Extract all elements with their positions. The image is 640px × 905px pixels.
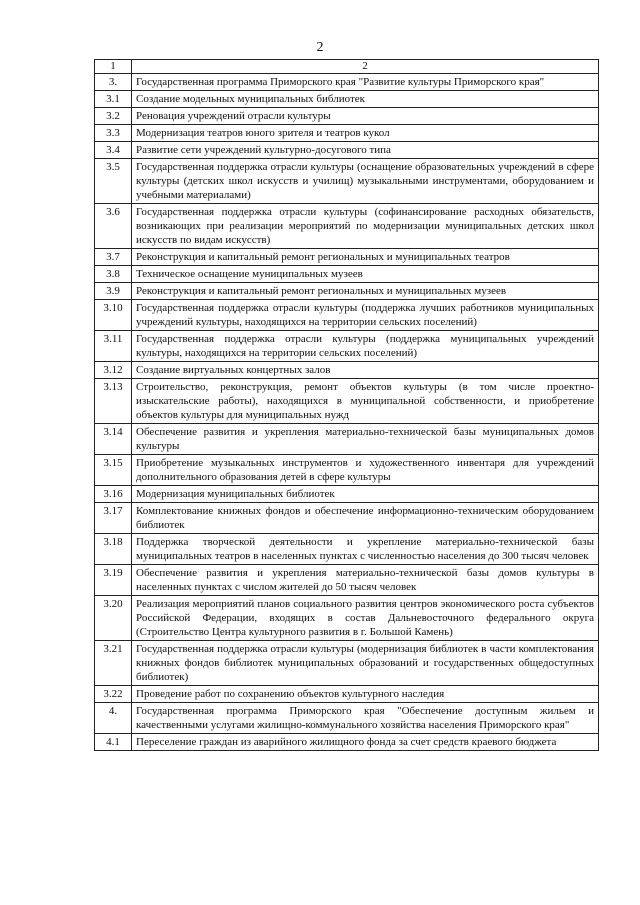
table-row (95, 331, 599, 362)
row-number: 3.8 (95, 266, 132, 283)
row-number: 3.16 (95, 486, 132, 503)
table-row (95, 204, 599, 249)
row-program-name: Государственная поддержка отрасли культуры (оснащение образовательных учреждений в сфере культуры (детских школ искусств и училищ) музыкальными инструментами, оборудованием и учебными материалами) (132, 159, 599, 204)
row-number: 3.2 (95, 108, 132, 125)
table-row (95, 534, 599, 565)
table-row (95, 686, 599, 703)
table-header-row (95, 60, 599, 74)
row-number: 3.3 (95, 125, 132, 142)
row-program-name: Реконструкция и капитальный ремонт региональных и муниципальных музеев (132, 283, 599, 300)
row-program-name: Реализация мероприятий планов социального развития центров экономического роста субъектов Российской Федерации, входящих в состав Дальневосточного федерального округа (Строительство Центра культурного развития в г. Большой Камень) (132, 596, 599, 641)
row-number: 3.5 (95, 159, 132, 204)
table-row (95, 108, 599, 125)
table-row (95, 159, 599, 204)
table-row (95, 596, 599, 641)
table-row (95, 455, 599, 486)
row-number: 3.19 (95, 565, 132, 596)
table-row (95, 249, 599, 266)
row-program-name: Проведение работ по сохранению объектов культурного наследия (132, 686, 599, 703)
row-program-name: Поддержка творческой деятельности и укрепление материально-технической базы муниципальных театров в населенных пунктах с численностью населения до 300 тысяч человек (132, 534, 599, 565)
table-row (95, 703, 599, 734)
table-row (95, 486, 599, 503)
row-number: 3.11 (95, 331, 132, 362)
row-number: 3.10 (95, 300, 132, 331)
row-program-name: Создание виртуальных концертных залов (132, 362, 599, 379)
row-number: 3.15 (95, 455, 132, 486)
header-column-name: 2 (132, 60, 599, 74)
row-number: 3.13 (95, 379, 132, 424)
row-program-name: Государственная программа Приморского края "Развитие культуры Приморского края" (132, 74, 599, 91)
table-row (95, 379, 599, 424)
row-number: 3. (95, 74, 132, 91)
table-row (95, 300, 599, 331)
table-row (95, 266, 599, 283)
table-row (95, 74, 599, 91)
row-program-name: Создание модельных муниципальных библиотек (132, 91, 599, 108)
row-program-name: Обеспечение развития и укрепления материально-технической базы домов культуры в населенных пунктах с числом жителей до 50 тысяч человек (132, 565, 599, 596)
row-program-name: Государственная поддержка отрасли культуры (поддержка муниципальных учреждений культуры, находящихся на территории сельских поселений) (132, 331, 599, 362)
program-table (94, 59, 599, 751)
table-row (95, 503, 599, 534)
program-table-body (95, 60, 599, 751)
row-number: 3.20 (95, 596, 132, 641)
table-row (95, 142, 599, 159)
row-program-name: Комплектование книжных фондов и обеспечение информационно-техническим оборудованием библиотек (132, 503, 599, 534)
row-program-name: Государственная программа Приморского края "Обеспечение доступным жильем и качественными услугами жилищно-коммунального хозяйства населения Приморского края" (132, 703, 599, 734)
row-program-name: Государственная поддержка отрасли культуры (софинансирование расходных обязательств, возникающих при реализации мероприятий по модернизации муниципальных детских школ искусств по видам искусств) (132, 204, 599, 249)
row-program-name: Развитие сети учреждений культурно-досугового типа (132, 142, 599, 159)
row-program-name: Модернизация театров юного зрителя и театров кукол (132, 125, 599, 142)
row-program-name: Обеспечение развития и укрепления материально-технической базы муниципальных домов культуры (132, 424, 599, 455)
row-program-name: Строительство, реконструкция, ремонт объектов культуры (в том числе проектно-изыскательские работы), находящихся в муниципальной собственности, и приобретение объектов культуры для муниципальных нужд (132, 379, 599, 424)
table-row (95, 125, 599, 142)
row-number: 3.9 (95, 283, 132, 300)
row-number: 3.21 (95, 641, 132, 686)
row-number: 3.1 (95, 91, 132, 108)
row-program-name: Реконструкция и капитальный ремонт региональных и муниципальных театров (132, 249, 599, 266)
row-program-name: Государственная поддержка отрасли культуры (модернизация библиотек в части комплектования книжных фондов библиотек муниципальных образований и государственных общедоступных библиотек) (132, 641, 599, 686)
table-row (95, 362, 599, 379)
table-row (95, 734, 599, 751)
row-program-name: Государственная поддержка отрасли культуры (поддержка лучших работников муниципальных учреждений культуры, находящихся на территории сельских поселений) (132, 300, 599, 331)
row-number: 3.18 (95, 534, 132, 565)
row-number: 3.22 (95, 686, 132, 703)
row-number: 4. (95, 703, 132, 734)
header-column-number: 1 (95, 60, 132, 74)
page-number: 2 (316, 40, 324, 55)
row-number: 3.14 (95, 424, 132, 455)
table-row (95, 424, 599, 455)
table-row (95, 565, 599, 596)
row-program-name: Техническое оснащение муниципальных музеев (132, 266, 599, 283)
row-program-name: Переселение граждан из аварийного жилищного фонда за счет средств краевого бюджета (132, 734, 599, 751)
row-number: 4.1 (95, 734, 132, 751)
row-number: 3.4 (95, 142, 132, 159)
row-number: 3.7 (95, 249, 132, 266)
row-number: 3.12 (95, 362, 132, 379)
row-program-name: Приобретение музыкальных инструментов и художественного инвентаря для учреждений дополнительного образования детей в сфере культуры (132, 455, 599, 486)
table-row (95, 91, 599, 108)
table-row (95, 641, 599, 686)
row-program-name: Реновация учреждений отрасли культуры (132, 108, 599, 125)
table-row (95, 283, 599, 300)
row-program-name: Модернизация муниципальных библиотек (132, 486, 599, 503)
row-number: 3.17 (95, 503, 132, 534)
row-number: 3.6 (95, 204, 132, 249)
